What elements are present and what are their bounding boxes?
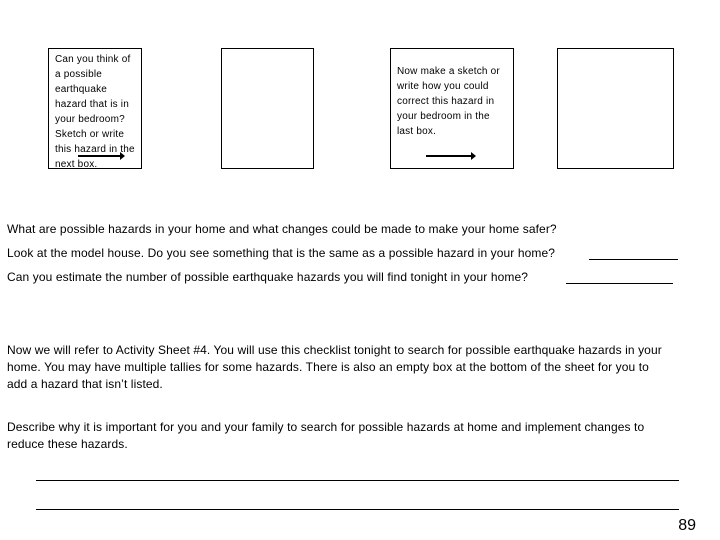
describe-paragraph: Describe why it is important for you and your family to search for possible hazards at home and implement changes to reduce these hazards. xyxy=(7,420,645,451)
sketch-box-hazard[interactable] xyxy=(221,48,314,169)
prompt-box-2-text: Now make a sketch or write how you could correct this hazard in your bedroom in the last box. xyxy=(397,66,500,137)
question-model-house: Look at the model house. Do you see something that is the same as a possible hazard in your home? xyxy=(7,246,556,260)
prompt-box-1-text: Can you think of a possible earthquake hazard that is in your bedroom? Sketch or write this hazard in the next box. xyxy=(55,54,135,170)
arrow-right-icon xyxy=(78,155,123,157)
answer-blank-model-house[interactable] xyxy=(589,259,678,260)
answer-blank-estimate[interactable] xyxy=(566,283,673,284)
answer-line-1[interactable] xyxy=(36,480,679,481)
activity-sheet-paragraph: Now we will refer to Activity Sheet #4. You will use this checklist tonight to search for possible earthquake hazards in your home. You may have multiple tallies for some hazards. There is also an empty box at the bottom of the sheet for you to add a hazard that isn’t listed. xyxy=(7,343,662,391)
sketch-box-correction[interactable] xyxy=(557,48,674,169)
arrow-right-icon xyxy=(426,155,474,157)
question-hazards-home: What are possible hazards in your home and what changes could be made to make your home safer? xyxy=(7,222,557,236)
answer-line-2[interactable] xyxy=(36,509,679,510)
question-estimate-hazards: Can you estimate the number of possible earthquake hazards you will find tonight in your home? xyxy=(7,270,529,284)
page-number: 89 xyxy=(678,517,696,534)
